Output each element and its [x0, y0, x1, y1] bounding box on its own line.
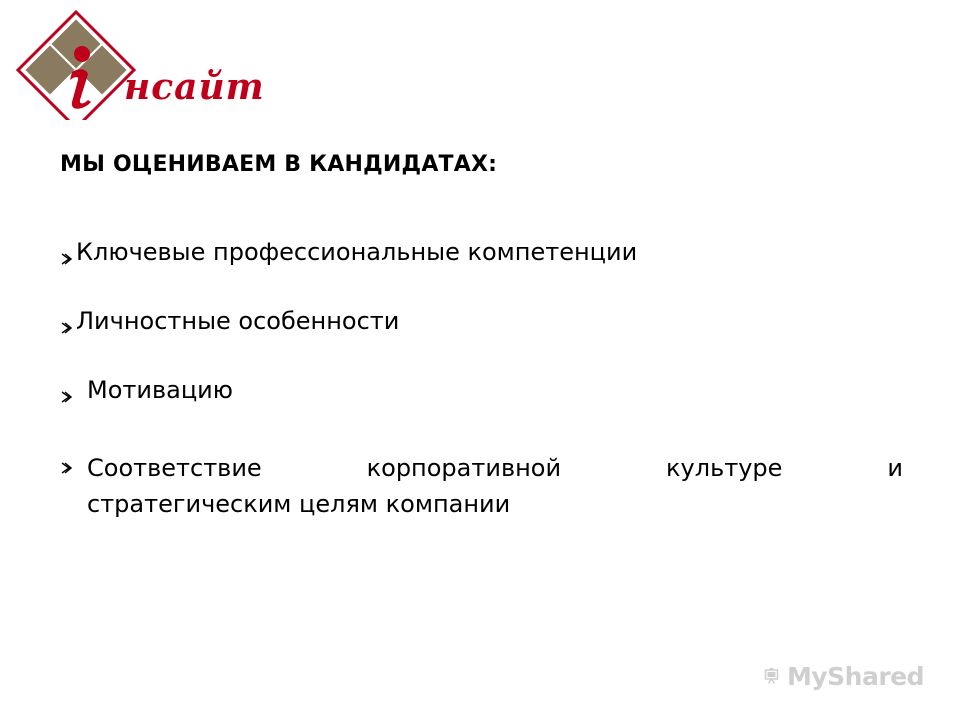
list-item-line: стратегическим целям компании	[87, 490, 511, 518]
presentation-board-icon	[764, 659, 781, 693]
word: Соответствие	[87, 454, 262, 482]
arrow-bullet-icon	[60, 253, 72, 265]
page-title: МЫ ОЦЕНИВАЕМ В КАНДИДАТАХ:	[60, 152, 498, 177]
company-logo	[12, 10, 265, 120]
list-item: Личностные особенности	[76, 307, 400, 335]
list-item	[87, 450, 903, 522]
list-item: Ключевые профессиональные компетенции	[76, 238, 638, 266]
watermark-text: MyShared	[786, 661, 924, 691]
watermark	[764, 654, 924, 698]
arrow-bullet-icon	[60, 462, 72, 474]
word: корпоративной	[366, 454, 562, 482]
list-item-line	[87, 450, 903, 486]
arrow-bullet-icon	[60, 391, 72, 403]
list-item: Мотивацию	[87, 376, 233, 404]
word: и	[887, 454, 903, 482]
word: культуре	[666, 454, 783, 482]
arrow-bullet-icon	[60, 322, 72, 334]
logo-wordmark: нсайт	[124, 66, 265, 108]
